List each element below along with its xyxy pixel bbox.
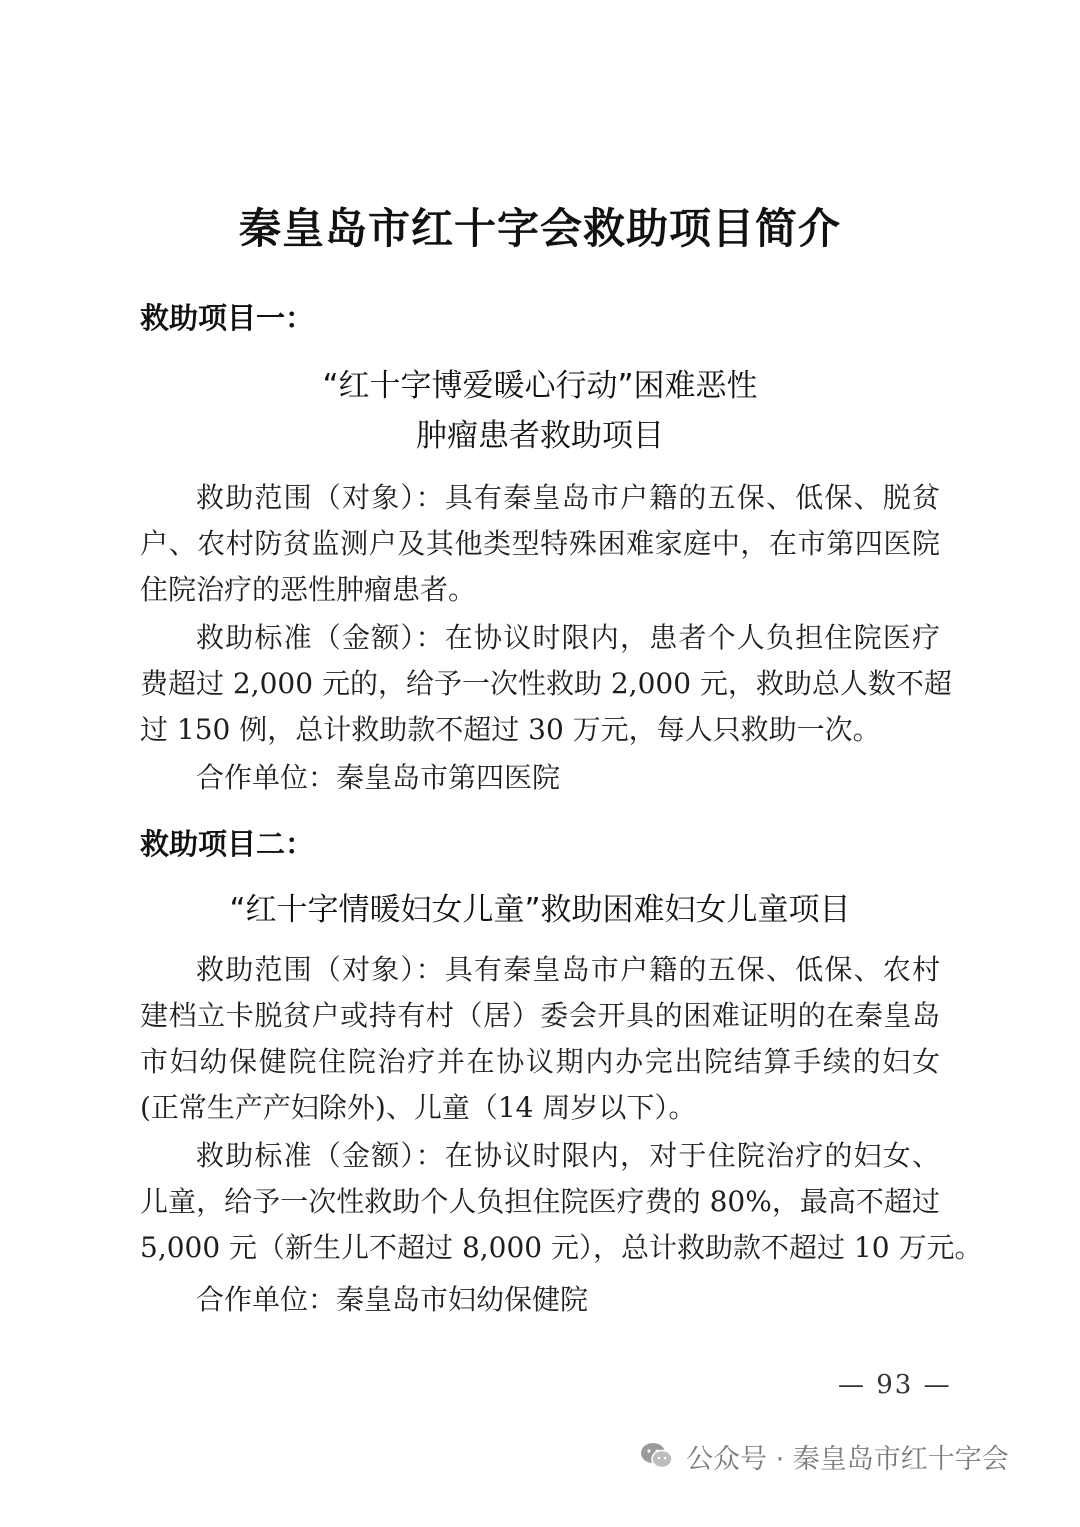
project1-scope-line: 住院治疗的恶性肿瘤患者。: [140, 573, 477, 606]
project1-subtitle-line2: 肿瘤患者救助项目: [416, 418, 664, 454]
project2-standard-line: 救助标准（金额）：在协议时限内，对于住院治疗的妇女、: [196, 1139, 940, 1172]
project2-subtitle: “红十字情暖妇女儿童”救助困难妇女儿童项目: [229, 892, 851, 928]
project1-standard-line: 费超过 2,000 元的，给予一次性救助 2,000 元，救助总人数不超: [140, 667, 952, 700]
project1-standard-line: 救助标准（金额）：在协议时限内，患者个人负担住院医疗: [196, 621, 940, 654]
watermark: [640, 1436, 1009, 1476]
project2-standard-line: 儿童，给予一次性救助个人负担住院医疗费的 80%，最高不超过: [140, 1185, 940, 1218]
project1-subtitle-line1: “红十字博爱暖心行动”困难恶性: [322, 368, 758, 404]
page-number: — 93 —: [838, 1370, 952, 1400]
project2-scope-line: (正常生产产妇除外)、儿童（14 周岁以下）。: [140, 1091, 697, 1124]
project1-scope-line: 救助范围（对象）：具有秦皇岛市户籍的五保、低保、脱贫: [196, 481, 940, 514]
project2-partner: 合作单位：秦皇岛市妇幼保健院: [196, 1283, 589, 1316]
project2-scope-line: 市妇幼保健院住院治疗并在协议期内办完出院结算手续的妇女: [140, 1045, 940, 1078]
project1-standard-line: 过 150 例，总计救助款不超过 30 万元，每人只救助一次。: [140, 713, 881, 746]
project1-partner: 合作单位：秦皇岛市第四医院: [196, 761, 561, 794]
wechat-icon: [640, 1441, 674, 1471]
project2-standard-line: 5,000 元（新生儿不超过 8,000 元），总计救助款不超过 10 万元。: [140, 1231, 983, 1264]
project2-scope-line: 建档立卡脱贫户或持有村（居）委会开具的困难证明的在秦皇岛: [140, 999, 940, 1032]
project2-heading: 救助项目二：: [140, 827, 315, 861]
page-title: 秦皇岛市红十字会救助项目简介: [238, 204, 841, 253]
project2-scope-line: 救助范围（对象）：具有秦皇岛市户籍的五保、低保、农村: [196, 953, 940, 986]
project1-heading: 救助项目一：: [140, 301, 315, 335]
project1-scope-line: 户、农村防贫监测户及其他类型特殊困难家庭中，在市第四医院: [140, 527, 940, 560]
watermark-text: 公众号 · 秦皇岛市红十字会: [686, 1443, 1009, 1475]
